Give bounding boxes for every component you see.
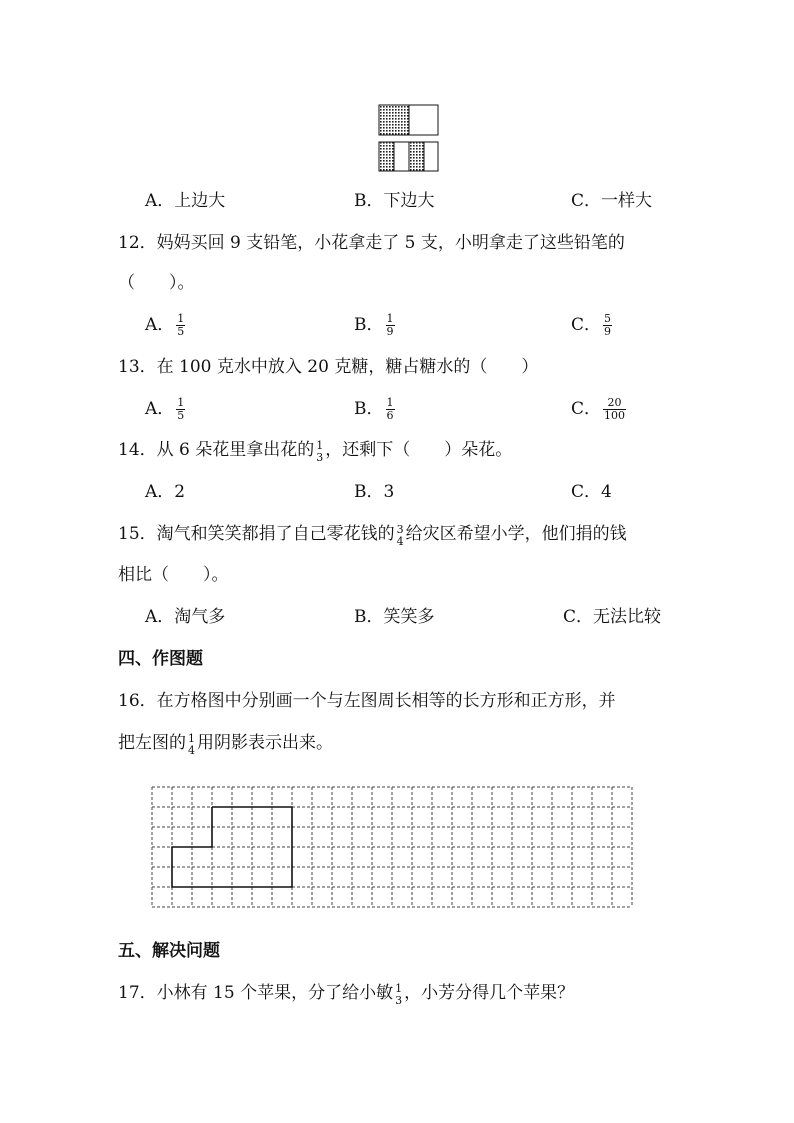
fraction: $\frac{1}{9}$	[386, 312, 394, 338]
section-title-drawing: 四、作图题	[118, 649, 203, 669]
q16-stem-line2: 把左图的 1 4 用阴影表示出来。	[118, 732, 333, 757]
fraction: $\frac{1}{6}$	[386, 396, 394, 422]
q11-bottom-bar	[379, 142, 438, 171]
dashed-grid	[152, 787, 632, 907]
q15-option-a: A．淘气多	[145, 607, 226, 627]
q11-option-a: A．上边大	[145, 191, 226, 211]
q15-option-c: C．无法比较	[563, 607, 662, 627]
q14-stem: 14．从 6 朵花里拿出花的 1 3 ，还剩下（ ）朵花。	[118, 439, 513, 464]
q13-option-a: A． $\frac{1}{5}$	[145, 396, 185, 422]
q11-figure	[377, 103, 441, 173]
q16-grid-figure	[150, 785, 646, 909]
q12-option-a: A． $\frac{1}{5}$	[145, 312, 185, 338]
q14-option-c: C．4	[571, 482, 612, 502]
q15-option-b: B．笑笑多	[354, 607, 435, 627]
q17-stem: 17．小林有 15 个苹果，分了给小敏 1 3 ，小芳分得几个苹果？	[118, 982, 575, 1007]
q11-option-c: C．一样大	[571, 191, 653, 211]
q13-option-c: C． $\frac{20}{100}$	[571, 396, 626, 422]
fraction: $\frac{20}{100}$	[604, 396, 626, 422]
section-title-problem-solving: 五、解决问题	[118, 941, 220, 961]
q12-option-b: B． $\frac{1}{9}$	[354, 312, 394, 338]
q11-option-b: B．下边大	[354, 191, 435, 211]
fraction: $\frac{5}{9}$	[604, 312, 612, 338]
fraction: $\frac{1}{5}$	[177, 396, 185, 422]
q14-option-b: B．3	[354, 482, 395, 502]
q15-stem-line1: 15．淘气和笑笑都捐了自己零花钱的 3 4 给灾区希望小学，他们捐的钱	[118, 523, 627, 548]
q11-top-bar	[379, 105, 438, 135]
q15-stem-line2: 相比（ ）。	[118, 565, 229, 585]
q16-stem-line1: 16．在方格图中分别画一个与左图周长相等的长方形和正方形，并	[118, 691, 616, 711]
q13-stem: 13．在 100 克水中放入 20 克糖，糖占糖水的（ ）	[118, 357, 539, 377]
fraction: $\frac{1}{5}$	[177, 312, 185, 338]
q12-option-c: C． $\frac{5}{9}$	[571, 312, 612, 338]
q12-stem-line2: （ ）。	[118, 273, 195, 293]
q13-option-b: B． $\frac{1}{6}$	[354, 396, 394, 422]
q12-stem-line1: 12．妈妈买回 9 支铅笔，小花拿走了 5 支，小明拿走了这些铅笔的	[118, 233, 625, 253]
q14-option-a: A．2	[145, 482, 186, 502]
fraction: 1 3	[395, 982, 403, 1007]
fraction: 1 3	[316, 439, 324, 464]
fraction: 3 4	[396, 523, 404, 548]
fraction: 1 4	[188, 732, 195, 757]
